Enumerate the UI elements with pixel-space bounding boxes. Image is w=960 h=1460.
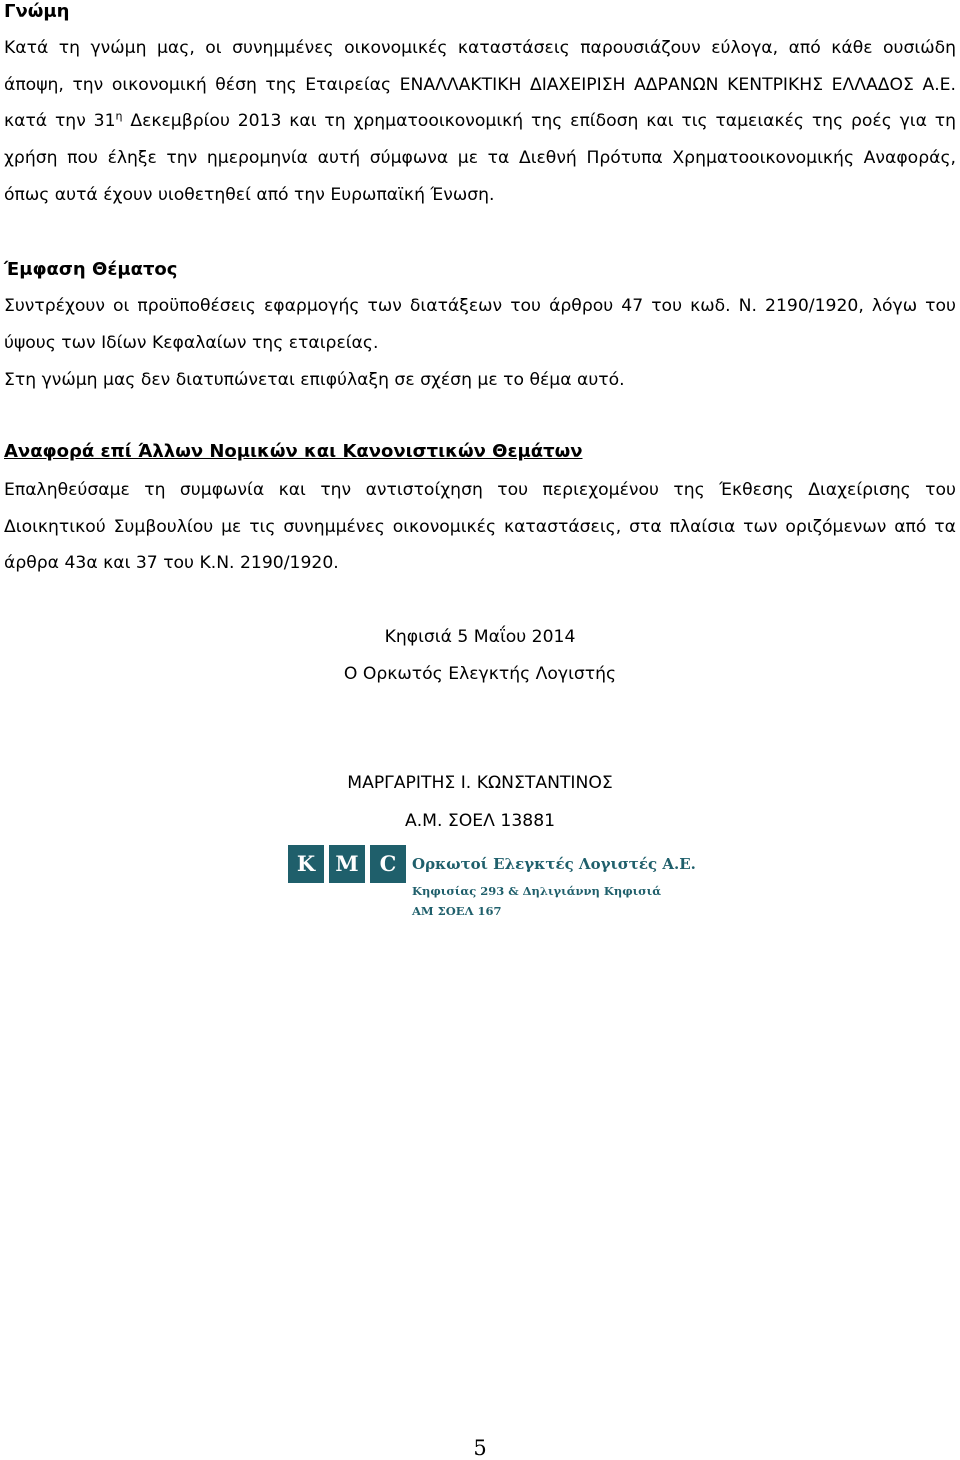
other-matters-paragraph: Επαληθεύσαμε τη συμφωνία και την αντιστοίχηση του περιεχομένου της Έκθεσης Διαχείρισης του Διοικητικού Συμβουλίου με τις συνημμένες οικονομικές καταστάσεις, στα πλαίσια των οριζόμενων από τα άρθρα 43α και 37 του Κ.Ν. 2190/1920. (4, 480, 956, 574)
signature-place-date: Κηφισιά 5 Μαΐου 2014 (384, 627, 576, 647)
opinion-text-part2: Δεκεμβρίου 2013 και τη χρηματοοικονομική της επίδοση και τις ταμειακές της ροές για τη χρήση που έληξε την ημερομηνία αυτή σύμφωνα με τα Διεθνή Πρότυπα Χρηματοοικονομικής Αναφοράς, όπως αυτά έχουν υιοθετηθεί από την Ευρωπαϊκή Ένωση. (4, 111, 957, 205)
emphasis-paragraph-2: Στη γνώμη μας δεν διατυπώνεται επιφύλαξη σε σχέση με το θέμα αυτό. (4, 370, 625, 390)
logo-firm-name: Ορκωτοί Ελεγκτές Λογιστές Α.Ε. (412, 855, 696, 873)
logo-address: Κηφισίας 293 & Δηλιγιάννη Κηφισιά (412, 884, 662, 898)
logo-registry: ΑΜ ΣΟΕΛ 167 (412, 904, 502, 918)
emphasis-heading: Έμφαση Θέματος (4, 259, 178, 280)
signature-name: ΜΑΡΓΑΡΙΤΗΣ Ι. ΚΩΝΣΤΑΝΤΙΝΟΣ (347, 773, 613, 793)
logo-letter-k: K (288, 845, 324, 883)
firm-logo-stamp (288, 845, 708, 935)
page-number: 5 (473, 1436, 487, 1460)
other-matters-heading: Αναφορά επί Άλλων Νομικών και Κανονιστικών Θεμάτων (4, 441, 583, 462)
emphasis-paragraph-1: Συντρέχουν οι προϋποθέσεις εφαρμογής των διατάξεων του άρθρου 47 του κωδ. Ν. 2190/1920, λόγω του ύψους των Ιδίων Κεφαλαίων της εταιρείας. (4, 296, 956, 353)
signature-title: Ο Ορκωτός Ελεγκτής Λογιστής (343, 664, 617, 684)
ordinal-superscript: η (115, 109, 123, 123)
opinion-text-part1: Κατά τη γνώμη μας, οι συνημμένες οικονομικές καταστάσεις παρουσιάζουν εύλογα, από κάθε ουσιώδη άποψη, την οικονομική θέση της Εταιρείας ΕΝΑΛΛΑΚΤΙΚΗ ΔΙΑΧΕΙΡΙΣΗ ΑΔΡΑΝΩΝ ΚΕΝΤΡΙΚΗΣ ΕΛΛΑΔΟΣ Α.Ε. κατά την 31 (4, 38, 956, 132)
opinion-heading: Γνώμη (4, 1, 70, 22)
logo-letter-c: C (370, 845, 406, 883)
opinion-paragraph (4, 30, 956, 214)
signature-registry: Α.Μ. ΣΟΕΛ 13881 (404, 811, 556, 831)
logo-letter-m: M (329, 845, 365, 883)
